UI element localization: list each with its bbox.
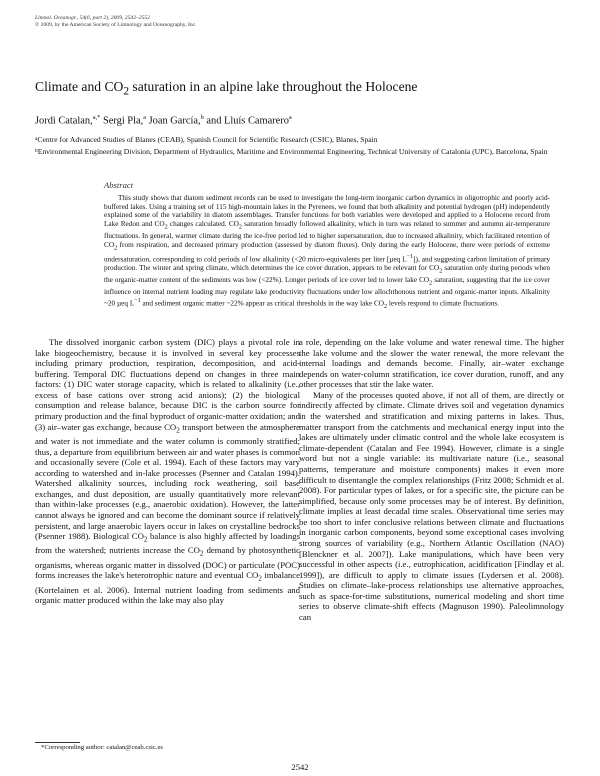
- abstract-text: [104, 194, 550, 312]
- author-affiliation-mark: a: [288, 114, 292, 121]
- superscript: −1: [406, 254, 414, 261]
- abstract-text-segment: changes calculated. CO: [167, 220, 239, 229]
- footnote-divider: [35, 742, 80, 743]
- abstract-text-segment: ]), and suggesting carbon limitation of primary production. The winter and spring climate, which determines the ice cover duration, appears to be relevant for CO: [104, 255, 550, 273]
- author-affiliation-mark: a,*: [92, 114, 101, 121]
- author-affiliation-mark: a: [143, 114, 147, 121]
- superscript: −1: [134, 298, 141, 305]
- abstract-text-segment: saturation broadly followed alkalinity, which in turn was related to summer and autumn air-temperature fluctuations. In general, warmer climate during the ice-free period led to higher supersaturation, due to increased alkalinity, which facilitated retention of CO: [104, 220, 550, 249]
- copyright-notice: © 2009, by the American Society of Limnology and Oceanography, Inc.: [35, 22, 197, 29]
- affiliations: [35, 134, 570, 157]
- abstract-text-segment: levels respond to climate fluctuations.: [387, 299, 500, 308]
- title-part: saturation in an alpine lake throughout the Holocene: [129, 79, 418, 94]
- title-subscript: 2: [123, 85, 130, 98]
- subscript: 2: [143, 535, 148, 544]
- body-text-segment: balance is also highly affected by loadings from the watershed; nutrients increase the CO: [35, 531, 300, 556]
- affiliation-text: Environmental Engineering Division, Department of Hydraulics, Maritime and Environmental Engineering, Technical University of Catalonia (UPC), Barcelona, Spain: [37, 146, 548, 156]
- author-affiliation-mark: b: [200, 114, 204, 121]
- abstract: [104, 180, 550, 312]
- subscript: 2: [176, 426, 180, 435]
- subscript: 2: [258, 575, 262, 584]
- subscript: 2: [439, 268, 443, 275]
- abstract-text-segment: saturation, suggesting that the ice cover influence on internal nutrient loading may regulate lake productivity fluctuations under low allochthonous nutrient and organic-matter inputs. Alkalinity ~20 µeq L: [104, 276, 550, 308]
- subscript: 2: [164, 224, 168, 231]
- article-title: [35, 79, 575, 100]
- subscript: 2: [114, 245, 118, 252]
- body-paragraph: [35, 337, 300, 606]
- affiliation-text: Centre for Advanced Studies of Blanes (CEAB), Spanish Council for Scientific Research (CSIC), Blanes, Spain: [37, 135, 378, 144]
- journal-citation: Limnol. Oceanogr., 54(6, part 2), 2009, 2542–2552: [35, 15, 150, 21]
- subscript: 2: [384, 304, 388, 311]
- subscript: 2: [199, 550, 204, 559]
- body-column-right: [299, 337, 564, 623]
- abstract-text-segment: and sediment organic matter ~22% appear as critical thresholds in the way lake CO: [140, 299, 385, 308]
- corresponding-author-footnote: *Corresponding author: catalan@ceab.csic.es: [41, 744, 164, 751]
- abstract-text-segment: from respiration, and decreased primary production (assessed by diatom fluxes). Only during the early Holocene, there were periods of extreme undersaturation, corresponding to cold periods of low alkalinity (<20 micro-equivalents per liter [µeq L: [104, 240, 550, 264]
- subscript: 2: [429, 280, 433, 287]
- abstract-text-segment: This study shows that diatom sediment records can be used to investigate the long-term inorganic carbon dynamics in oligotrophic and poorly acid-buffered lakes. Using a training set of 115 high-mountain lakes in the Pyrenees, we found that both alkalinity and potential hydrogen (pH) independently explained some of the variability in diatom assemblages. Transfer functions for both variables were developed and applied to a Holocene record from Lake Redon and CO: [104, 194, 550, 229]
- body-text-segment: imbalance (Kortelainen et al. 2006). Internal nutrient loading from sediments and organic matter produced within the lake may also play: [35, 570, 300, 606]
- abstract-text-segment: saturation only during periods when the organic-matter content of the sediments was low (<22%). Longer periods of ice cover led to lower lake CO: [104, 264, 550, 285]
- subscript: 2: [238, 224, 242, 231]
- affiliation-mark: a: [35, 136, 38, 142]
- page-number: 2542: [291, 762, 309, 772]
- body-paragraph: a role, depending on the lake volume and water renewal time. The higher the lake volume and the slower the water renewal, the more relevant the internal loadings and demands become. Finally, air–water exchange depends on water-column stratification, ice cover duration, runoff, and any other processes that stir the lake water.: [299, 337, 564, 390]
- affiliation-a: [35, 134, 570, 145]
- body-paragraph: Many of the processes quoted above, if not all of them, are directly or indirectly affected by climate. Climate drives soil and vegetation dynamics in the watershed and stratification and mixing patterns in lakes. Thus, matter transport from the catchments and mechanical energy input into the lakes are ultimately under climatic control and the whole lake ecosystem is climate-dependent (Catalan and Fee 1994). However, climate is a single word but not a single variable: its multivariate nature (i.e., seasonal patterns, temperature and moisture components) makes it even more difficult to disentangle the complex relationships (Fritz 2008; Schmidt et al. 2008). For particular types of lakes, or for a specific site, the picture can be simplified, because only some processes may be of interest. By definition, climate implies at least decadal time scales. Observational time series may be too short to infer conclusive relations between climate and fluctuations in inorganic carbon components, beyond some exceptional cases involving strong sources of variability (e.g., Northern Atlantic Oscillation (NAO) [Blenckner et al. 2007]). Lake manipulations, which have been very successful in other aspects (i.e., eutrophication, acidification [Findlay et al. 1999]), are difficult to apply to climate issues (Lydersen et al. 2008). Studies on climate–lake-process relationships use alternative approaches, such as space-for-time substitutions, numerical modeling and short time series to observe climate-shift effects (Magnuson 1990). Paleolimnology can: [299, 389, 564, 623]
- author-list: [35, 111, 575, 127]
- body-text-segment: demand by photosynthetic organisms, whereas organic matter in dissolved (DOC) or particulate (POC) forms increases the lake's heterotrophic nature and eventual CO: [35, 545, 301, 581]
- abstract-heading: Abstract: [104, 180, 134, 190]
- title-part: Climate and CO: [35, 79, 124, 94]
- author-name: Joan García,: [148, 115, 201, 127]
- body-column-left: [35, 337, 300, 606]
- affiliation-mark: b: [35, 147, 38, 154]
- author-name: Jordi Catalan,: [35, 115, 93, 127]
- affiliation-b: [35, 146, 570, 157]
- journal-header: [35, 15, 555, 30]
- body-text-segment: The dissolved inorganic carbon system (DIC) plays a pivotal role in lake biogeochemistry, because it is involved in several key processes including primary production, respiration, decomposition, and acid-buffering. Temporal DIC fluctuations depend on changes in three main factors: (1) DIC water storage capacity, which is related to alkalinity (i.e., excess of base cations over strong acid anions); (2) the biological consumption and release balance, because DIC is the carbon source for primary production and the final byproduct of organic-matter oxidation; and (3) air–water gas exchange, because CO: [35, 337, 300, 432]
- body-text-segment: transport between the atmosphere and water is not immediate and the water column is commonly stratified; thus, a departure from equilibrium between air and water phases is common and occasionally severe (Cole et al. 1994). Each of these factors may vary according to watershed and in-lake processes (Psenner and Catalan 1994). Watershed alkalinity sources, including rock weathering, soil base exchanges, and dust deposition, are usually quantitatively more relevant than within-lake processes (e.g., anaerobic oxidation). However, the latter cannot always be ignored and can become the dominant source if relatively persistent, and large anaerobic layers occur in lakes on crystalline bedrocks (Psenner 1988). Biological CO: [35, 421, 301, 542]
- author-name: Sergi Pla,: [102, 115, 144, 127]
- author-name: and Lluís Camarero: [206, 115, 289, 127]
